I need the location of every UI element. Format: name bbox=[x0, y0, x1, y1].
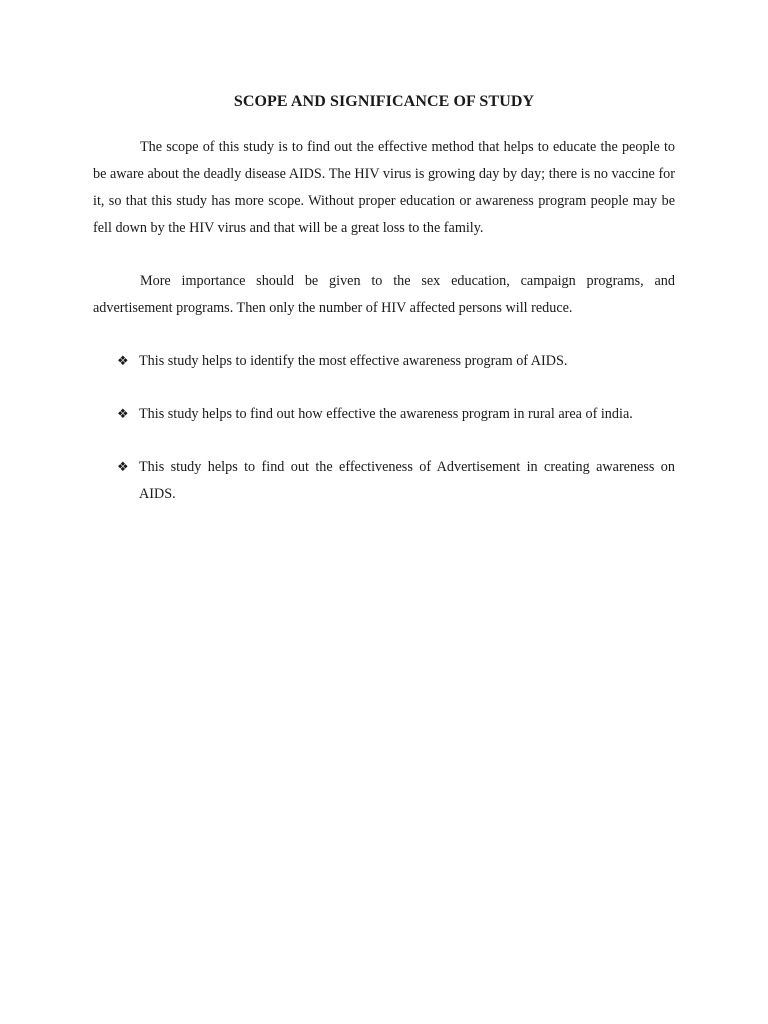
bullet-text: This study helps to find out the effectiveness of Advertisement in creating awareness on AIDS. bbox=[139, 459, 675, 502]
bullet-list bbox=[93, 348, 675, 508]
bullet-text: This study helps to identify the most effective awareness program of AIDS. bbox=[139, 353, 568, 369]
list-item bbox=[93, 348, 675, 375]
four-diamond-bullet-icon: ❖ bbox=[117, 354, 129, 369]
list-item bbox=[93, 454, 675, 508]
document-page bbox=[93, 92, 675, 508]
scope-paragraph: The scope of this study is to find out the effective method that helps to educate the people to be aware about the deadly disease AIDS. The HIV virus is growing day by day; there is no vaccine for it, so that this study has more scope. Without proper education or awareness program people may be fell down by the HIV virus and that will be a great loss to the family. bbox=[93, 139, 675, 236]
four-diamond-bullet-icon: ❖ bbox=[117, 460, 129, 475]
list-item bbox=[93, 401, 675, 428]
bullet-text: This study helps to find out how effective the awareness program in rural area of india. bbox=[139, 406, 633, 422]
four-diamond-bullet-icon: ❖ bbox=[117, 407, 129, 422]
page-title: SCOPE AND SIGNIFICANCE OF STUDY bbox=[233, 93, 535, 110]
importance-paragraph: More importance should be given to the sex education, campaign programs, and advertisement programs. Then only the number of HIV affected persons will reduce. bbox=[93, 273, 675, 316]
